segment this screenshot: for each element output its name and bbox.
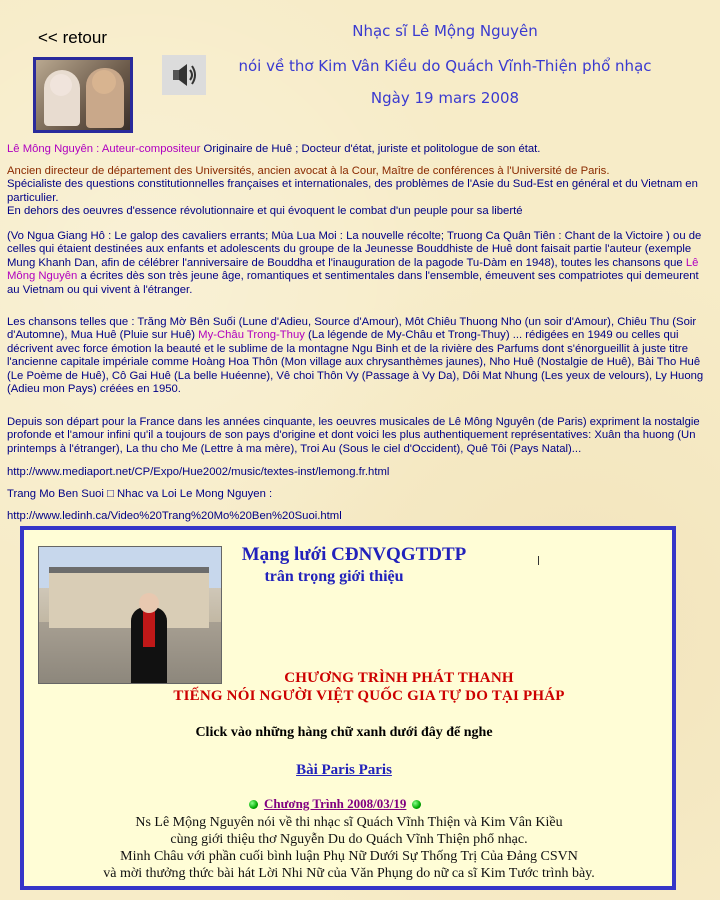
- career-text: Ancien directeur de département des Universités, ancien avocat à la Cour, Maître de conférences à l'Université de Paris.: [7, 165, 610, 177]
- trang-mo-label: Trang Mo Ben Suoi □ Nhac va Loi Le Mong Nguyen :: [7, 488, 273, 500]
- composer-photo: [38, 546, 222, 684]
- author-name: Lê Mông Nguyên : Auteur-compositeur: [7, 143, 201, 155]
- green-dot-icon: [412, 800, 421, 809]
- song-mychau: My-Châu Trong-Thuy: [198, 329, 305, 342]
- bio-songs-early: [7, 230, 713, 297]
- episode-description: [54, 814, 644, 882]
- radio-program-panel: [20, 526, 676, 890]
- author-name-inline: Lê Mông Nguyên: [7, 256, 699, 283]
- bio-career: [7, 165, 713, 219]
- speaker-icon[interactable]: [162, 55, 206, 95]
- specialty-text: Spécialiste des questions constitutionnelles françaises et internationales, des problèmes de l'Asie du Sud-Est en général et du Vietnam en particulier.: [7, 178, 698, 204]
- green-dot-icon: [249, 800, 258, 809]
- click-hint: Click vào những hàng chữ xanh dưới đây để nghe: [195, 725, 493, 740]
- paris-paris-link[interactable]: Bài Paris Paris: [296, 762, 392, 778]
- retour-link[interactable]: << retour: [38, 28, 107, 47]
- songs-early-text: (Vo Ngua Giang Hô : Le galop des cavaliers errants; Mùa Lua Moi : La nouvelle récolte; Truong Ca Quân Tiên : Chant de la Victoire ) ou de celles qui étaient destinées aux enfants et adolescents du groupe de la Jeunesse Bouddhiste de Huê dont faisait partie l'auteur (exemple Mung Khanh Dan, afin de célébrer l'anniversaire de Bouddha et l'inauguration de la pagode Tu-Dàm en 1948), toutes les chansons que: [7, 230, 702, 269]
- episode-row: [249, 796, 421, 812]
- desc-line-1: Ns Lê Mộng Nguyên nói về thi nhạc sĩ Quách Vĩnh Thiện và Kim Vân Kiều: [135, 815, 563, 830]
- bio-songs-hue: [7, 316, 713, 396]
- network-present: trân trọng giới thiệu: [264, 568, 404, 585]
- episode-link[interactable]: Chương Trình 2008/03/19: [264, 796, 407, 811]
- songs-hue-text: Les chansons telles que : Trăng Mờ Bên Suối (Lune d'Adieu, Source d'Amour), Môt Chiêu Thuong Nho (un soir d'Amour), Chiêu Thu (Soir d'Automne), Mua Huê (Pluie sur Huê): [7, 316, 697, 342]
- title-date: Ngày 19 mars 2008: [370, 89, 520, 107]
- ledinh-video-link[interactable]: http://www.ledinh.ca/Video%20Trang%20Mo%20Ben%20Suoi.html: [7, 510, 342, 522]
- program-title-1: CHƯƠNG TRÌNH PHÁT THANH: [284, 670, 514, 686]
- bio-songs-paris: Depuis son départ pour la France dans les années cinquante, les oeuvres musicales de Lê Mông Nguyên (de Paris) expriment la nostalgie profonde et l'amour infini qu'il a toujours de son pays d'origine et dont voici les plus authentiquement représentatives: Xuân tha huong (Un printemps à l'étranger), La thu cho Me (Lettre à ma mère), Troi Au (Sous le ciel d'Occident), Quê Tôi (Pays Natal)...: [7, 416, 700, 455]
- desc-line-2: cùng giới thiệu thơ Nguyễn Du do Quách Vĩnh Thiện phổ nhạc.: [170, 832, 528, 847]
- bio-intro: [7, 143, 713, 156]
- mediaport-link[interactable]: http://www.mediaport.net/CP/Expo/Hue2002/music/textes-inst/lemong.fr.html: [7, 466, 390, 478]
- works-intro-text: En dehors des oeuvres d'essence révolutionnaire et qui évoquent le combat d'un peuple pour sa liberté: [7, 205, 523, 218]
- desc-line-3: Minh Châu với phần cuối bình luận Phụ Nữ Dưới Sự Thống Trị Của Đảng CSVN: [120, 849, 578, 864]
- desc-line-4: và mời thưởng thức bài hát Lời Nhi Nữ của Văn Phụng do nữ ca sĩ Kim Tước trình bày.: [103, 866, 595, 881]
- songs-hue-text-end: (La légende de My-Châu et Trong-Thuy) ... rédigées en 1949 ou celles qui décrivent avec force émotion la beauté et le sublime de la montagne Ngu Binh et de la rivière des Parfums dont s'énorgueillit à juste titre l'ancienne capitale impériale comme Hoàng Hoa Thôn (Mon village aux chrysanthèmes jaunes), Nho Huê (Nostalgie de Huê), Bài Tho Huê (Le Poème de Huê), Cô Gai Huê (La belle Huéenne), Vê choi Thôn Vy (Passage à Vy Da), Dôi Mat Nhung (Les yeux de velours), Ly Huong (Adieu mon Pays) créées en 1950.: [7, 329, 704, 396]
- title-line-2: nói về thơ Kim Vân Kiều do Quách Vĩnh-Thiện phổ nhạc: [238, 57, 652, 75]
- text-cursor-mark: [538, 556, 539, 565]
- portrait-photo: [33, 57, 133, 133]
- title-line-1: Nhạc sĩ Lê Mộng Nguyên: [352, 22, 538, 40]
- program-title-2: TIẾNG NÓI NGƯỜI VIỆT QUỐC GIA TỰ DO TẠI PHÁP: [173, 688, 565, 704]
- bio-intro-text: Originaire de Huê ; Docteur d'état, juriste et politologue de son état.: [200, 143, 541, 155]
- network-title: Mạng lưới CĐNVQGTDTP: [241, 544, 467, 565]
- songs-early-text-end: a écrites dès son très jeune âge, romantiques et sentimentales dans l'ensemble, émeuvent ses compatriotes qui demeurent au Vietnam ou qui vivent à l'étranger.: [7, 270, 699, 296]
